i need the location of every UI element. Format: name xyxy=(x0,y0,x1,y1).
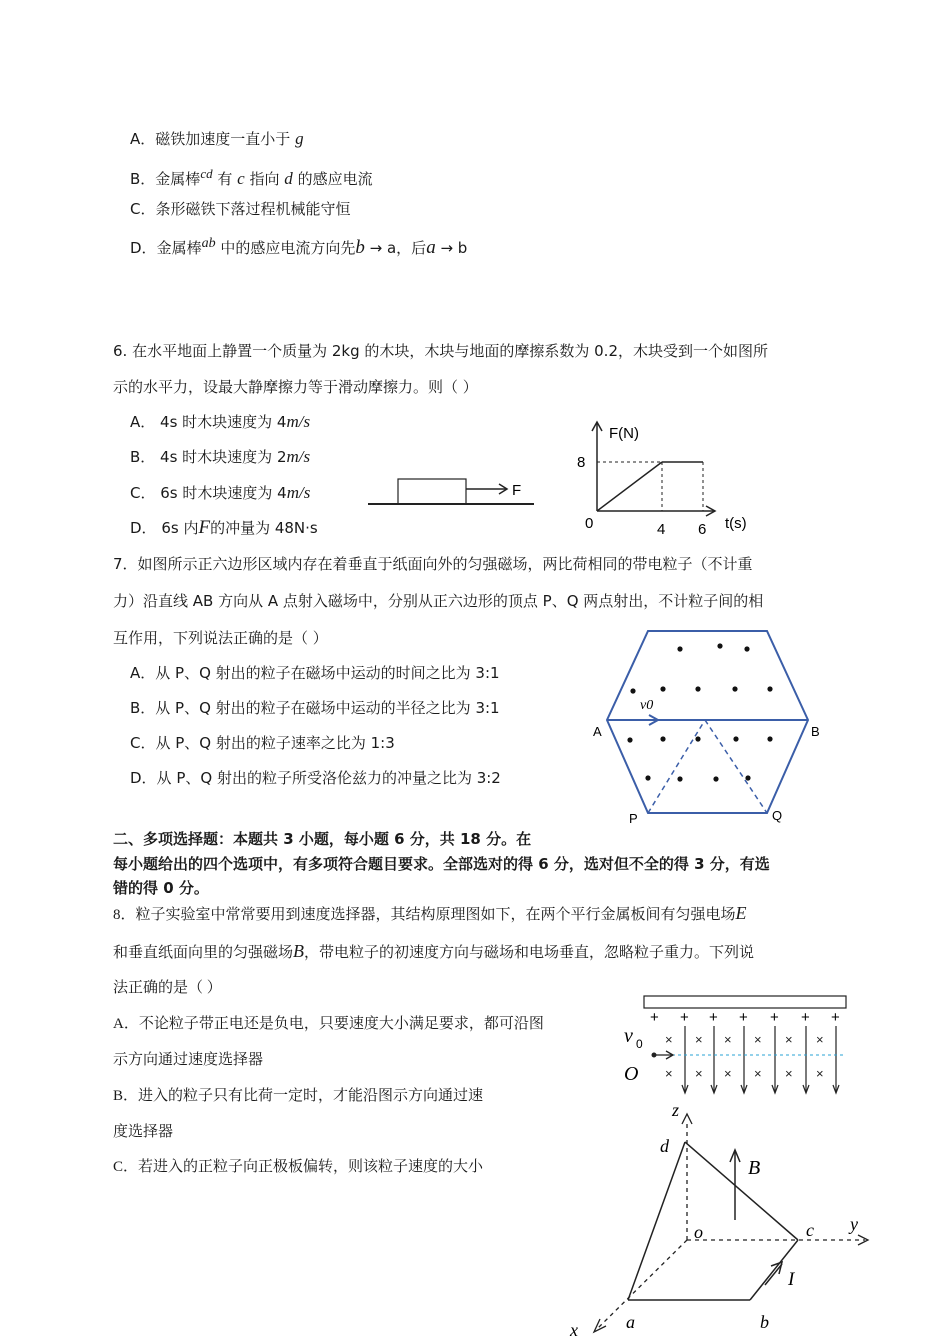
field-dot xyxy=(660,736,665,741)
current-I-arrow xyxy=(765,1264,782,1285)
q8-option-a-line1: A．不论粒子带正电还是负电，只要速度大小满足要求，都可沿图 xyxy=(113,1016,544,1032)
plus-sign: + xyxy=(739,1009,748,1026)
y-tick-8: 8 xyxy=(577,454,586,471)
cross-mark: × xyxy=(754,1066,762,1081)
label-P: P xyxy=(629,811,638,826)
cross-mark: × xyxy=(754,1032,762,1047)
q5-option-c: C．条形磁铁下落过程机械能守恒 xyxy=(130,200,351,218)
label-c: c xyxy=(806,1220,814,1240)
label-y: y xyxy=(850,1214,858,1234)
plus-sign: + xyxy=(831,1009,840,1026)
plus-sign: + xyxy=(709,1009,718,1026)
field-dot xyxy=(630,688,635,693)
field-dot xyxy=(744,646,749,651)
q8-option-c-line1: C．若进入的正粒子向正极板偏转，则该粒子速度的大小 xyxy=(113,1159,484,1175)
field-dot xyxy=(695,686,700,691)
cross-mark: × xyxy=(665,1066,673,1081)
cross-mark: × xyxy=(816,1032,824,1047)
q8-stem-line1: 8．粒子实验室中常常要用到速度选择器，其结构原理图如下，在两个平行金属板间有匀强电场E xyxy=(113,903,747,923)
field-dot xyxy=(627,737,632,742)
coordinate-frame-diagram xyxy=(560,1100,890,1344)
label-x: x xyxy=(570,1320,578,1340)
q7-option-d: D．从 P、Q 射出的粒子所受洛伦兹力的冲量之比为 3:2 xyxy=(130,769,501,787)
x-tick-4: 4 xyxy=(657,521,666,538)
block-force-diagram xyxy=(366,474,536,510)
label-b: b xyxy=(760,1312,769,1332)
positive-plate xyxy=(644,996,846,1008)
field-dot xyxy=(695,736,700,741)
label-B: B xyxy=(811,724,820,739)
q5-option-a: A．磁铁加速度一直小于 g xyxy=(130,129,304,148)
q6-stem-line2: 示的水平力，设最大静摩擦力等于滑动摩擦力。则（ ） xyxy=(113,378,478,396)
plus-sign: + xyxy=(801,1009,810,1026)
label-o: o xyxy=(694,1222,703,1242)
cross-mark: × xyxy=(724,1066,732,1081)
field-dot xyxy=(660,686,665,691)
cross-mark: × xyxy=(724,1032,732,1047)
field-dot xyxy=(732,686,737,691)
cross-mark: × xyxy=(695,1032,703,1047)
origin-label: 0 xyxy=(585,515,594,532)
q7-stem-line1: 7．如图所示正六边形区域内存在着垂直于纸面向外的匀强磁场，两比荷相同的带电粒子（不计重 xyxy=(113,555,753,573)
x-tick-6: 6 xyxy=(698,521,707,538)
field-dot xyxy=(717,643,722,648)
q6-stem-line1: 6. 在水平地面上静置一个质量为 2kg 的木块，木块与地面的摩擦系数为 0.2，木块受到一个如图所 xyxy=(113,342,768,360)
cross-mark: × xyxy=(816,1066,824,1081)
label-d: d xyxy=(660,1136,669,1156)
label-z: z xyxy=(672,1100,680,1120)
field-dot xyxy=(767,686,772,691)
plus-sign: + xyxy=(650,1009,659,1026)
force-ramp xyxy=(597,462,662,511)
z-axis-arrow xyxy=(682,1114,692,1124)
q5-option-d: D．金属棒$^{ab}$ 中的感应电流方向先b → a，后a → b xyxy=(130,236,468,258)
q6-option-b: B． 4s 时木块速度为 2m/s xyxy=(130,447,311,466)
label-A: A xyxy=(593,724,602,739)
hexagon-diagram xyxy=(585,622,830,830)
q8-option-a-line2: 示方向通过速度选择器 xyxy=(113,1052,264,1068)
label-v0: v0 xyxy=(640,698,654,713)
q8-option-b-line1: B．进入的粒子只有比荷一定时，才能沿图示方向通过速 xyxy=(113,1088,484,1104)
q7-option-a: A．从 P、Q 射出的粒子在磁场中运动的时间之比为 3:1 xyxy=(130,664,500,682)
q8-option-b-line2: 度选择器 xyxy=(113,1124,174,1140)
label-B-field: B xyxy=(748,1157,761,1179)
q7-stem-line2: 力）沿直线 AB 方向从 A 点射入磁场中，分别从正六边形的顶点 P、Q 两点射出，不计粒子间的相 xyxy=(113,592,764,610)
field-dot xyxy=(677,776,682,781)
force-label: F xyxy=(512,482,522,499)
cross-mark: × xyxy=(695,1066,703,1081)
q8-stem-line3: 法正确的是（ ） xyxy=(113,980,222,996)
field-dot xyxy=(645,775,650,780)
label-v0-sub: 0 xyxy=(636,1037,643,1051)
hexagon xyxy=(607,631,808,813)
section2-heading-line2: 每小题给出的四个选项中，有多项符合题目要求。全部选对的得 6 分，选对但不全的得 3 分，有选 xyxy=(113,855,770,873)
q5-option-b: B．金属棒$^{cd}$ 有 c 指向 d 的感应电流 xyxy=(130,166,373,188)
y-axis-label: F(N) xyxy=(609,425,639,442)
cross-mark: × xyxy=(785,1066,793,1081)
field-dot xyxy=(733,736,738,741)
q7-option-c: C．从 P、Q 射出的粒子速率之比为 1:3 xyxy=(130,734,395,752)
force-time-graph xyxy=(575,418,760,540)
dashed-to-Q xyxy=(705,720,767,813)
q6-option-c: C． 6s 时木块速度为 4m/s xyxy=(130,483,311,502)
label-v0: v xyxy=(624,1025,633,1047)
plus-sign: + xyxy=(680,1009,689,1026)
section2-heading-line1: 二、多项选择题：本题共 3 小题，每小题 6 分，共 18 分。在 xyxy=(113,830,532,848)
field-dot xyxy=(677,646,682,651)
x-axis xyxy=(598,1240,687,1328)
field-dot xyxy=(767,736,772,741)
cross-mark: × xyxy=(665,1032,673,1047)
field-dot xyxy=(745,775,750,780)
q7-stem-line3: 互作用，下列说法正确的是（ ） xyxy=(113,629,328,647)
q7-option-b: B．从 P、Q 射出的粒子在磁场中运动的半径之比为 3:1 xyxy=(130,699,500,717)
plus-signs xyxy=(650,1009,840,1026)
plus-sign: + xyxy=(770,1009,779,1026)
velocity-selector-diagram xyxy=(620,992,855,1104)
field-dot xyxy=(713,776,718,781)
label-I-current: I xyxy=(788,1269,795,1290)
x-axis-label: t(s) xyxy=(725,515,747,532)
label-a: a xyxy=(626,1312,635,1332)
q6-option-d: D． 6s 内F的冲量为 48N·s xyxy=(130,517,318,538)
label-O: O xyxy=(624,1063,639,1085)
wood-block xyxy=(398,479,466,504)
section2-heading-line3: 错的得 0 分。 xyxy=(113,879,209,897)
cross-mark: × xyxy=(785,1032,793,1047)
dashed-to-P xyxy=(648,720,705,813)
q8-stem-line2: 和垂直纸面向里的匀强磁场B，带电粒子的初速度方向与磁场和电场垂直，忽略粒子重力。下列说 xyxy=(113,941,755,961)
q6-option-a: A． 4s 时木块速度为 4m/s xyxy=(130,412,311,431)
label-Q: Q xyxy=(772,808,783,823)
edge-da xyxy=(628,1142,685,1300)
